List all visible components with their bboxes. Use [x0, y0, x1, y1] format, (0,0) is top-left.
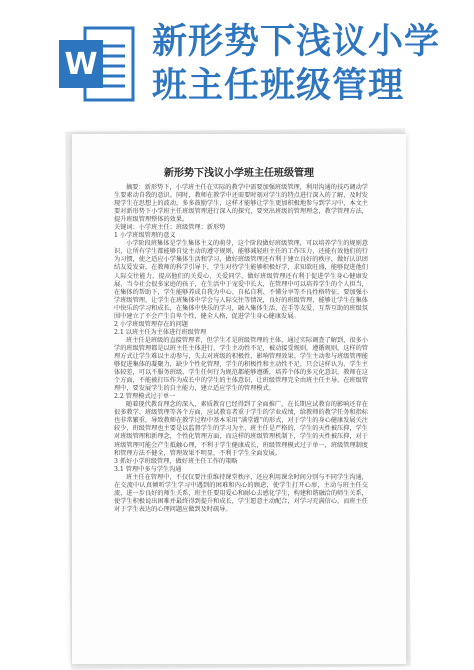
banner: [0, 0, 474, 128]
document-page: [72, 134, 406, 664]
section-heading: 1 小学班级管理的意义: [114, 232, 176, 240]
paragraph: 班主任是班级的直接管理者，但学生才是班级管理的主体，通过实际调查了解到，很多小学的班级管理都是以班主任主体进行，学生主动性不足，被动接受规则，遵循规则，这样的管理方式让学生难以主动参与，失去对班级的积极性，影响管理效果。学生主动参与班级管理能够促进集体的凝聚力，缺少个性化管理，学生的积极性和主动性不足，只会这样认为，学生主体较差，可以不服务班级，学生任何行为规范都能够遵循，培养个体的多元化意识，教师在这个方面，不能被打压作为成长中的学生的主体意识，让班级管理完全由班主任主导。在班级管理中，要发展学生的自主能力，建立适应学生的管理模式。: [114, 336, 368, 393]
document-body: [114, 184, 368, 514]
section-heading: 2 小学班级管理存在的问题: [114, 320, 188, 328]
title-line-2: 班主任班级管理: [152, 66, 405, 106]
page-title: [152, 20, 468, 108]
title-line-1: 新形势下浅议小学: [152, 22, 441, 62]
paragraph: 摘要：新形势下，小学班主任在实际的教学中需要加强班级管理，利用沟通的技巧调动学生要素动自我的意识。同时，教师在教学中还需要时刻对学生的特点进行深入的了解，及时发现学生在思想上的波动，多多鼓励学生，这样才能够让学生更加积极地参与到学习中，本文主要对新形势下小学班主任班级管理进行深入的探究，要突出班级的管理理念，教学管理方法，提升班级管理整体的效果。: [114, 184, 368, 224]
word-document-icon: [55, 22, 139, 106]
section-heading: 3 抓好小学班级管理，做好班主任工作的策略: [114, 457, 238, 465]
section-heading: 2.2 管理模式过于单一: [114, 393, 176, 401]
section-heading: 3.1 管理中多与学生沟通: [114, 465, 182, 473]
word-letter: W: [64, 47, 98, 82]
document-title: 新形势下浅议小学班主任班级管理: [164, 168, 314, 179]
paragraph: 随着现代教育理念的深入，素质教育已经得到了全面推广，在长期应试教育的影响还存在很多教学、班级管理等各个方面，应试教育者重于学生的学业成绩，给教师的教学任务和指标也非常繁重，导致教师在教学过程中基本采用“满堂灌”的形式，对于学生的身心健康发展关注较少，班级管理也主要是以监督学生的学习为主，班主任是严格的，学生的天性被压抑，学生对班级管理和新理念，个性化管理方面，而这样的班级管理机制下，学生的天性被压抑，对于班级管理可能会产生抵触心理，不利于学生健康成长，班级管理模式过于单一，班级管理制度和管理方法不健全，管理效果不明显，不利于学生全面发展。: [114, 401, 368, 457]
paragraph: 小学阶段班集体是学生集体主义的萌芽，这个阶段做好班级管理，可以培养学生的规则意识，让所有学生都能够自觉主动的遵守规则，能够减轻班主任的工作压力，还能有效他们的行为习惯，使之适应小学集体生活和学习，做好班级管理还有利于建立良好的秩序，做好认识团结友爱发奋，在教师的科学引导下，学生对待学生能够积极好学，求知欲旺盛，能够促进他们人际交往能力，提高他们的关爱心、关爱同学，做好班级管理还有利于促进学生身心健康发展，当今社会很多家庭的孩子，在生活中于宠爱中长大，在管理中可以培养学生的个人担当，在集体的帮助下，学生能够养成自我为中心、自私自利、不懂分享等不良性格特征，要加强小学班级管理，让学生在班集体中学会与人际交往等情况，良好的班级管理，能够让学生在集体中快乐的学习和成长，在集体中快乐的学习，融入集体生活，在手等友爱、互帮互助的班级氛围中建立了不会产生自卑个性，健全人格，促进学生身心健康发展。: [114, 240, 368, 320]
paragraph: 班主任在管理中，不仅仅要注重维持课堂秩序，还应利用课余时间分别与不同学生沟通，在交流中认真倾听学生学习中遇到的困难和内心的顾虑，使学生打开心扉，主动与班主任交流，进一步良好的师生关系，班主任要用爱心和耐心去感化学生，构建和谐融洽的师生关系，使学生积极说出困难并最终得到提升和成长，学生愿意主动配合，对学习充满信心，而班主任对于学生表达的心理问题应做到及时疏导。: [114, 473, 368, 513]
section-heading: 关键词：小学班主任；班级管理；新形势: [114, 224, 226, 232]
section-heading: 2.1 以班主任为主体进行班级管理: [114, 328, 207, 336]
